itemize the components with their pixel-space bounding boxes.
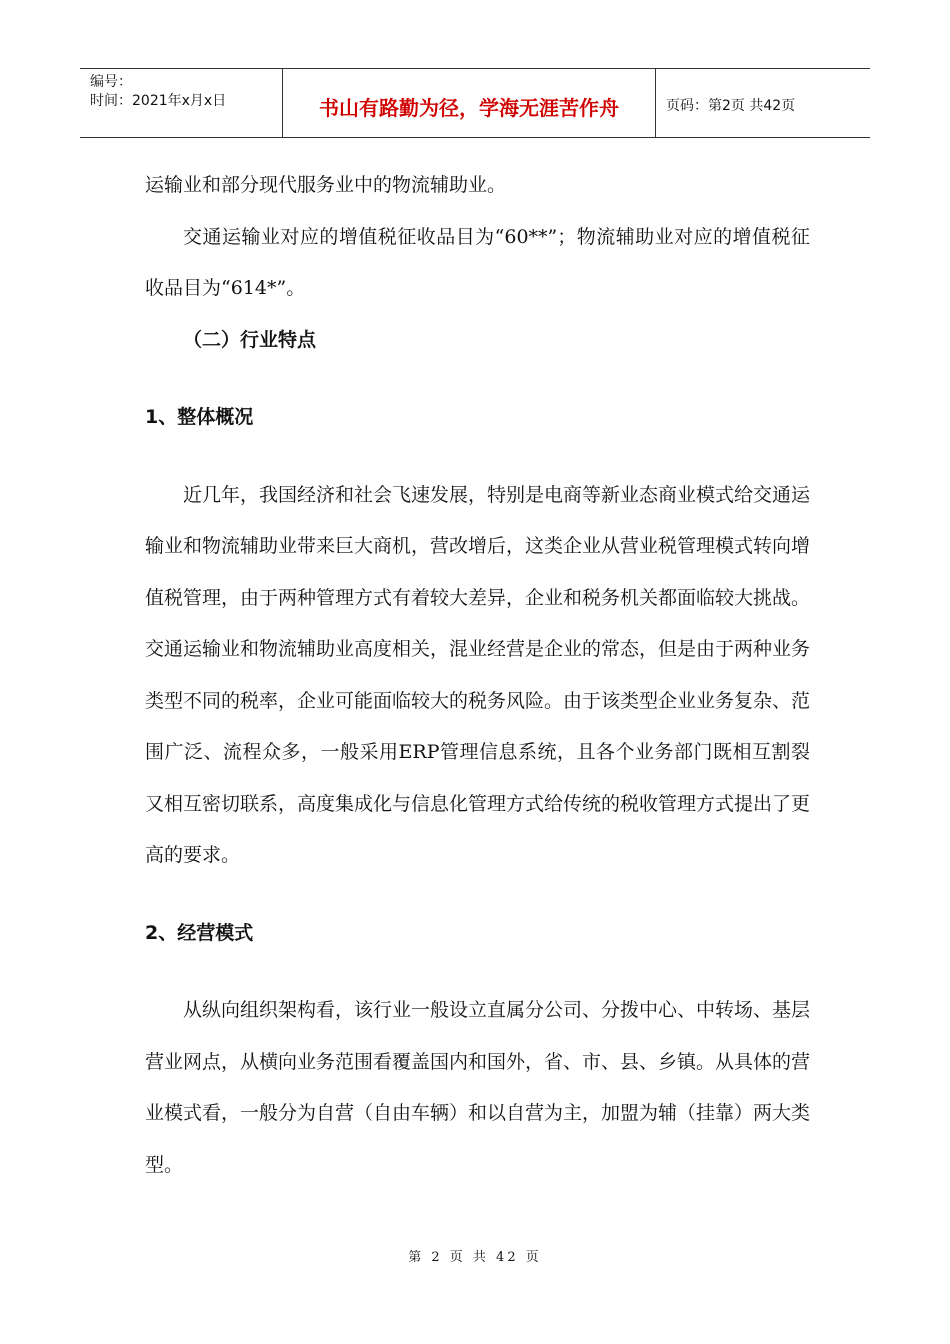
page-header (80, 68, 870, 138)
header-page-number: 页码：第2页 共42页 (666, 98, 796, 114)
header-time: 时间：2021年x月x日 (90, 93, 227, 109)
document-body (145, 160, 810, 1191)
subheading-overview: 1、整体概况 (145, 406, 254, 428)
paragraph-tax-items: 交通运输业对应的增值税征收品目为“60**”；物流辅助业对应的增值税征收品目为“614*”。 (145, 225, 810, 299)
paragraph-overview: 近几年，我国经济和社会飞速发展，特别是电商等新业态商业模式给交通运输业和物流辅助业带来巨大商机，营改增后，这类企业从营业税管理模式转向增值税管理，由于两种管理方式有着较大差异，企业和税务机关都面临较大挑战。交通运输业和物流辅助业高度相关，混业经营是企业的常态，但是由于两种业务类型不同的税率，企业可能面临较大的税务风险。由于该类型企业业务复杂、范围广泛、流程众多，一般采用ERP管理信息系统，且各个业务部门既相互割裂又相互密切联系，高度集成化与信息化管理方式给传统的税收管理方式提出了更高的要求。 (145, 483, 811, 866)
header-motto: 书山有路勤为径，学海无涯苦作舟 (283, 69, 656, 137)
page-footer: 第 2 页 共 42 页 (408, 1250, 542, 1265)
paragraph-business-model: 从纵向组织架构看，该行业一般设立直属分公司、分拨中心、中转场、基层营业网点，从横向业务范围看覆盖国内和国外，省、市、县、乡镇。从具体的营业模式看，一般分为自营（自由车辆）和以自营为主，加盟为辅（挂靠）两大类型。 (145, 999, 811, 1176)
header-meta (80, 69, 283, 137)
header-number: 编号： (90, 74, 132, 90)
section-heading: （二）行业特点 (183, 328, 317, 351)
subheading-business-model: 2、经营模式 (145, 921, 254, 944)
paragraph-continuation: 运输业和部分现代服务业中的物流辅助业。 (145, 174, 507, 196)
